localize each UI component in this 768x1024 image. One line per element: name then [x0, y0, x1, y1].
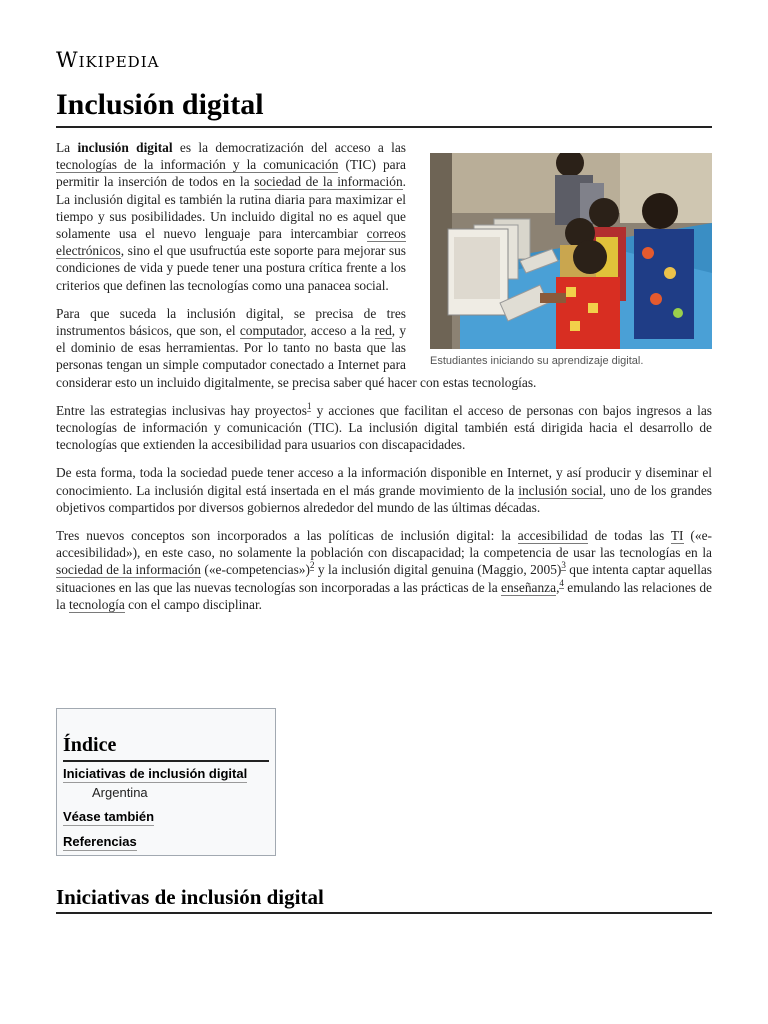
paragraph-4: De esta forma, toda la sociedad puede tener acceso a la información disponible en Internet, y así producir y diseminar el conocimiento. La inclusión digital está insertada en el más grande movimiento de la inclusión social, uno de los grandes objetivos compartidos por diversos gobiernos alrededor del mundo de las últimas décadas.	[56, 465, 712, 515]
page-title: Inclusión digital	[56, 86, 712, 128]
toc-item-iniciativas[interactable]: Iniciativas de inclusión digital	[63, 766, 248, 781]
link-sociedad-informacion-2[interactable]: sociedad de la información	[56, 562, 201, 578]
table-of-contents	[56, 708, 276, 856]
link-accesibilidad[interactable]: accesibilidad	[517, 528, 588, 544]
toc-item-argentina[interactable]: Argentina	[92, 785, 148, 800]
reference-4[interactable]: 4	[559, 577, 564, 588]
link-computador[interactable]: computador	[239, 323, 304, 339]
paragraph-2: Para que suceda la inclusión digital, se precisa de tres instrumentos básicos, que son, el computador, acceso a la red, y el dominio de esas herramientas. Por lo tanto no basta que las personas tengan un simple computador conectado a Internet para considerar esto un incluido digitalmente, se precisa saber qué hacer con estas tecnologías.	[56, 305, 537, 390]
toc-item-vease-tambien[interactable]: Véase también	[63, 809, 155, 824]
thumbnail-figure	[426, 153, 712, 368]
article-body	[56, 139, 712, 624]
toc-title: Índice	[63, 733, 269, 762]
link-tic[interactable]: tecnologías de la información y la comunicación	[56, 157, 339, 173]
figure-caption: Estudiantes iniciando su aprendizaje digital.	[430, 355, 644, 367]
paragraph-3: Entre las estrategias inclusivas hay proyectos$^1$ y acciones que facilitan el acceso de personas con bajos ingresos a las tecnologías de información y comunicación (TIC). La inclusión digital también está dirigida hacia el desarrollo de tecnologías que extienden la accesibilidad para usuarios con discapacidades.	[56, 400, 712, 453]
bold-term: inclusión digital	[77, 140, 173, 155]
link-correos-electronicos[interactable]: correos electrónicos	[56, 226, 406, 259]
paragraph-1: La inclusión digital es la democratización del acceso a las tecnologías de la información y la comunicación (TIC) para permitir la inserción de todos en la sociedad de la información. La inclusión digital es también la rutina diaria para maximizar el tiempo y sus posibilidades. Un incluido digital no es aquel que solamente usa el nuevo lenguaje para intercambiar correos electrónicos, sino el que usufructúa este soporte para mejorar sus condiciones de vida y puede tener una postura crítica frente a los criterios que definen las tecnologías como una panacea social.	[56, 140, 407, 293]
reference-3[interactable]: 3	[561, 560, 566, 571]
link-red[interactable]: red	[374, 323, 392, 339]
link-tecnologia[interactable]: tecnología	[69, 596, 125, 612]
link-inclusion-social[interactable]: inclusión social	[518, 482, 603, 498]
reference-1[interactable]: 1	[306, 400, 312, 411]
link-sociedad-informacion[interactable]: sociedad de la información	[254, 174, 403, 190]
toc-item-referencias[interactable]: Referencias	[63, 834, 137, 849]
students-computers-photo[interactable]	[430, 153, 712, 349]
link-ensenanza[interactable]: enseñanza	[501, 579, 557, 595]
section-heading-iniciativas: Iniciativas de inclusión digital	[56, 884, 712, 914]
wikipedia-wordmark[interactable]: Wikipedia	[56, 48, 160, 72]
paragraph-5: Tres nuevos conceptos son incorporados a las políticas de inclusión digital: la accesibilidad de todas las TI («e-accesibilidad»), en este caso, no solamente la población con discapacidad; la competencia de usar las tecnologías en la sociedad de la información («e-competencias»)$^2$ y la inclusión digital genuina (Maggio, 2005)$^3$ que intenta captar aquellas situaciones en las que las nuevas tecnologías son incorporadas a las prácticas de la enseñanza,$^4$ emulando las relaciones de la tecnología con el campo disciplinar.	[56, 528, 712, 612]
link-ti[interactable]: TI	[670, 528, 684, 544]
reference-2[interactable]: 2	[309, 560, 315, 571]
